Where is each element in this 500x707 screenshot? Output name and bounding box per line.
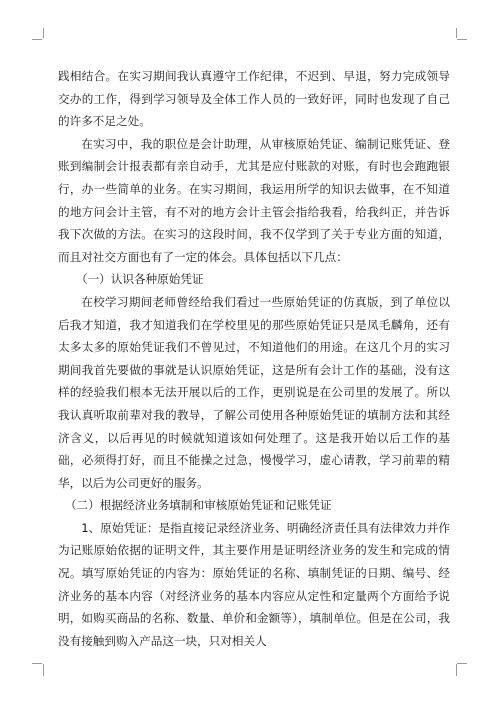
- paragraph-original-vouchers: 在校学习期间老师曾经给我们看过一些原始凭证的仿真版，到了单位以后我才知道，我才知道我们在学校里见的那些原始凭证只是凤毛麟角，还有太多太多的原始凭证我们不曾见过，不知道他们的用途。在这几个月的实习期间我首先要做的事就是认识原始凭证，这是所有会计工作的基础，没有这样的经验我们根本无法开展以后的工作，更别说是在公司里的发展了。所以我认真听取前辈对我的教导，了解公司使用各种原始凭证的填制方法和其经济含义，以后再见的时候就知道该如何处理了。这是我开始以后工作的基础，必须得打好，而且不能操之过急，慢慢学习，虚心请教，学习前辈的精华，以后为公司更好的服务。: [58, 294, 450, 490]
- paragraph-continuation: 践相结合。在实习期间我认真遵守工作纪律，不迟到、早退，努力完成领导交办的工作，得到学习领导及全体工作人员的一致好评，同时也发现了自己的许多不足之处。: [58, 69, 450, 129]
- section-heading-1: （一）认识各种原始凭证: [75, 272, 204, 287]
- crop-mark-top-left: [32, 28, 44, 40]
- crop-mark-bottom-right: [456, 663, 468, 677]
- paragraph-internship-role: 在实习中，我的职位是会计助理，从审核原始凭证、编制记账凭证、登账到编制会计报表都有亲自动手，尤其是应付账款的对账，有时也会跑跑银行，办一些简单的业务。在实习期间，我运用所学的知识去做事，在不知道的地方问会计主管，有不对的地方会计主管会指给我看，给我纠正，并告诉我下次做的方法。在实习的这段时间，我不仅学到了关于专业方面的知道，而且对社交方面也有了一定的体会。具体包括以下几点：: [58, 136, 450, 264]
- document-body: [58, 65, 450, 652]
- crop-mark-top-right: [456, 28, 468, 40]
- paragraph-voucher-definition: 1、原始凭证：是指直接记录经济业务、明确经济责任具有法律效力并作为记账原始依据的证明文件，其主要作用是证明经济业务的发生和完成的情况。填写原始凭证的内容为：原始凭证的名称、填制凭证的日期、编号、经济业务的基本内容（对经济业务的基本内容应从定性和定量两个方面给予说明，如购买商品的名称、数量、单价和金额等），填制单位。但是在公司，我没有接触到购入产品这一块，只对相关人: [58, 520, 450, 648]
- crop-mark-bottom-left: [32, 663, 44, 677]
- section-heading-2: （二）根据经济业务填制和审核原始凭证和记账凭证: [64, 498, 332, 513]
